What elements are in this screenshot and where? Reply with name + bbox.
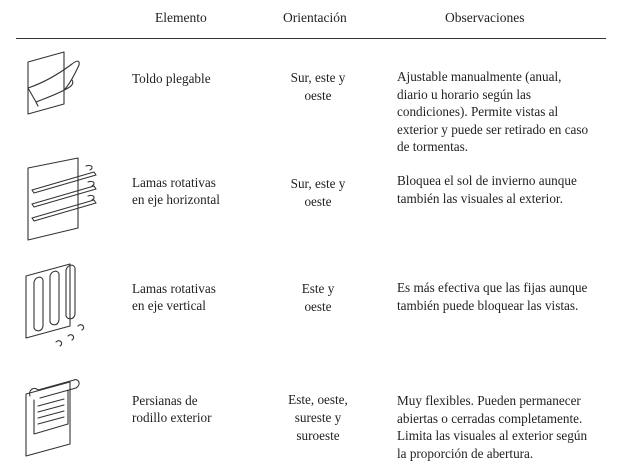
element-name: Lamas rotativas en eje horizontal xyxy=(132,175,220,207)
header-divider xyxy=(16,38,606,39)
element-name: Lamas rotativas en eje vertical xyxy=(132,281,216,313)
element-observations: Muy flexibles. Pueden permanecer abiertas o cerradas completamente. Limita las visuales al exterior según la proporción de abertura. xyxy=(397,393,588,461)
column-header-element: Elemento xyxy=(155,10,207,25)
element-observations: Ajustable manualmente (anual, diario u horario según las condiciones). Permite vistas al exterior y puede ser retirado en caso de tormentas. xyxy=(397,69,589,154)
element-orientation: Sur, este y oeste xyxy=(290,70,346,103)
folding-awning-icon xyxy=(22,50,82,130)
roller-shutter-icon xyxy=(20,374,84,464)
element-orientation: Este y oeste xyxy=(301,281,335,314)
element-observations: Es más efectiva que las fijas aunque también puede bloquear las vistas. xyxy=(397,280,588,313)
element-name: Persianas de rodillo exterior xyxy=(132,393,212,425)
column-header-orientation: Orientación xyxy=(283,10,347,25)
element-orientation: Sur, este y oeste xyxy=(290,176,346,209)
element-observations: Bloquea el sol de invierno aunque también las visuales al exterior. xyxy=(397,173,577,206)
vertical-louvers-icon xyxy=(22,260,92,350)
element-orientation: Este, oeste, sureste y suroeste xyxy=(288,392,348,443)
horizontal-louvers-icon xyxy=(22,156,102,246)
element-name: Toldo plegable xyxy=(132,71,211,86)
column-header-observations: Observaciones xyxy=(445,10,525,25)
